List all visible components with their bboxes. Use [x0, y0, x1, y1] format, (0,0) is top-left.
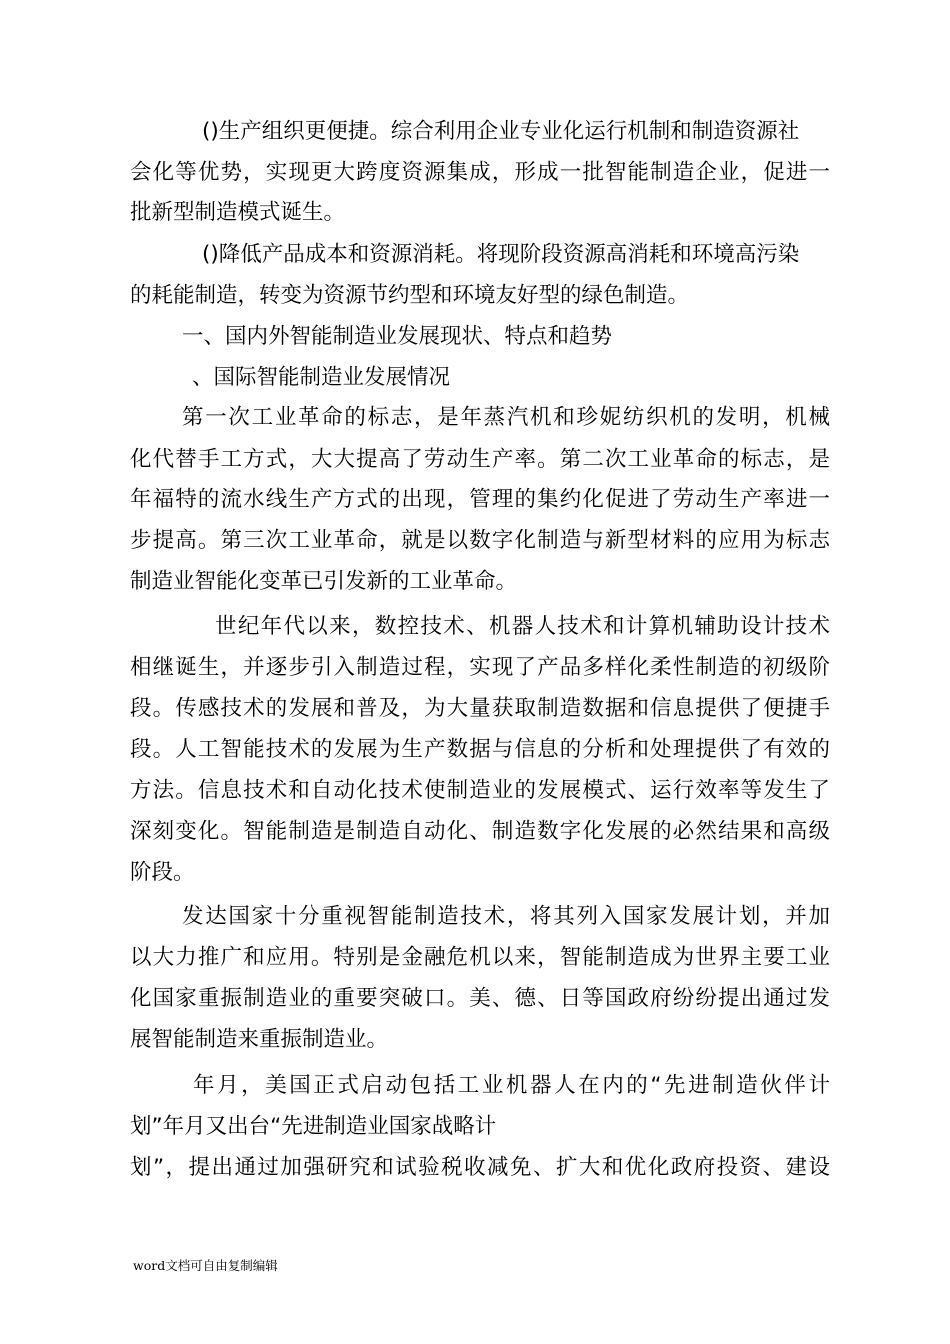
text-line: 化国家重振制造业的重要突破口。美、德、日等国政府纷纷提出通过发: [130, 986, 830, 1011]
text-line: 步提高。第三次工业革命，就是以数字化制造与新型材料的应用为标志: [130, 528, 830, 553]
text-line: 的耗能制造，转变为资源节约型和环境友好型的绿色制造。: [130, 283, 690, 308]
text-line: 年福特的流水线生产方式的出现，管理的集约化促进了劳动生产率进一: [130, 487, 830, 512]
text-line: 发达国家十分重视智能制造技术，将其列入国家发展计划，并加: [182, 904, 830, 929]
text-line: 以大力推广和应用。特别是金融危机以来，智能制造成为世界主要工业: [130, 945, 830, 970]
text-line: 相继诞生，并逐步引入制造过程，实现了产品多样化柔性制造的初级阶: [130, 655, 830, 680]
text-line: 阶段。: [130, 860, 195, 885]
text-line: 世纪年代以来，数控技术、机器人技术和计算机辅助设计技术: [215, 614, 830, 639]
text-line: 年月，美国正式启动包括工业机器人在内的“先进制造伙伴计: [193, 1073, 830, 1098]
text-line: 划”，提出通过加强研究和试验税收减免、扩大和优化政府投资、建设: [130, 1155, 830, 1180]
text-line: 段。人工智能技术的发展为生产数据与信息的分析和处理提供了有效的: [130, 737, 830, 762]
page-footer: word文档可自由复制编辑: [133, 1258, 278, 1273]
text-line: 方法。信息技术和自动化技术使制造业的发展模式、运行效率等发生了: [130, 778, 830, 803]
text-line: 第一次工业革命的标志，是年蒸汽机和珍妮纺织机的发明，机械: [182, 405, 830, 430]
text-line: 会化等优势，实现更大跨度资源集成，形成一批智能制造企业，促进一: [130, 160, 830, 185]
text-line: 段。传感技术的发展和普及，为大量获取制造数据和信息提供了便捷手: [130, 696, 830, 721]
section-heading: 一、国内外智能制造业发展现状、特点和趋势: [182, 324, 613, 349]
text-line: 展智能制造来重振制造业。: [130, 1027, 389, 1052]
text-line: 制造业智能化变革已引发新的工业革命。: [130, 569, 518, 594]
text-line: 批新型制造模式诞生。: [130, 200, 346, 225]
text-line: ()降低产品成本和资源消耗。将现阶段资源高消耗和环境高污染: [202, 242, 800, 267]
text-line: ()生产组织更便捷。综合利用企业专业化运行机制和制造资源社: [202, 119, 800, 144]
subsection-heading: 、国际智能制造业发展情况: [192, 365, 451, 390]
text-line: 化代替手工方式，大大提高了劳动生产率。第二次工业革命的标志，是: [130, 447, 830, 472]
text-line: 深刻变化。智能制造是制造自动化、制造数字化发展的必然结果和高级: [130, 819, 830, 844]
text-line: 划”年月又出台“先进制造业国家战略计: [130, 1114, 497, 1139]
